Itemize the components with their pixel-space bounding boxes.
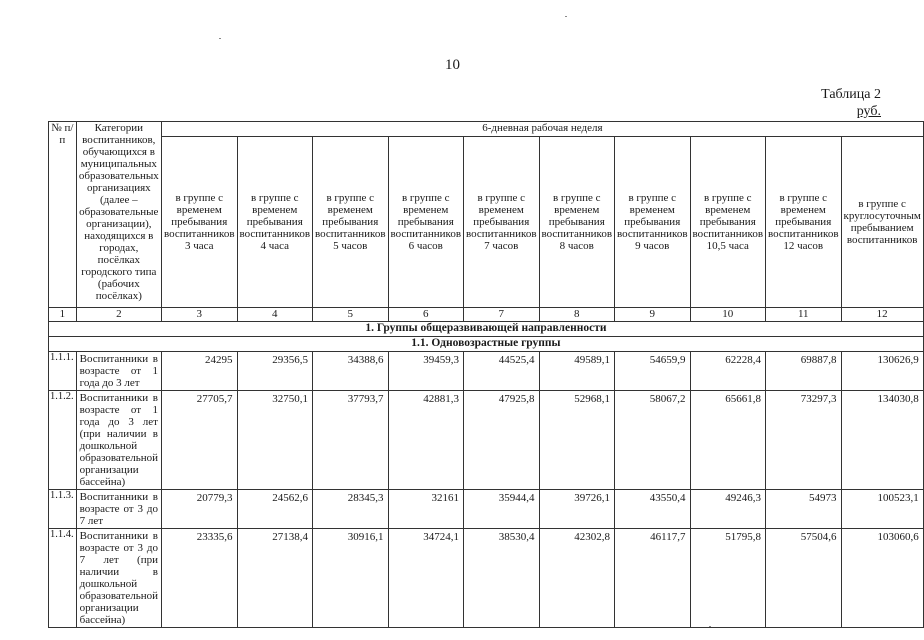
rate-value: 100523,1: [841, 490, 923, 529]
rate-value: 46117,7: [615, 529, 691, 628]
scan-speck: [565, 16, 567, 17]
rate-value: 28345,3: [313, 490, 389, 529]
category-header: Категории воспитанников, обучающихся в муниципальных образовательных организациях (далее – образовательные организации), находящихся в городах, посёлках городского типа (рабочих посёлках): [76, 122, 161, 308]
rate-value: 73297,3: [766, 391, 842, 490]
column-number: 3: [162, 308, 238, 322]
rate-value: 23335,6: [162, 529, 238, 628]
table-row: [49, 391, 924, 490]
row-number: 1.1.1.: [49, 352, 77, 391]
rate-value: 35944,4: [464, 490, 540, 529]
column-header: в группе с временем пребывания воспитанников 10,5 часа: [690, 137, 766, 308]
rate-value: 51795,8: [690, 529, 766, 628]
row-number: 1.1.2.: [49, 391, 77, 490]
rate-value: 37793,7: [313, 391, 389, 490]
rate-value: 27705,7: [162, 391, 238, 490]
rate-value: 52968,1: [539, 391, 615, 490]
column-number: 12: [841, 308, 923, 322]
column-number: 7: [464, 308, 540, 322]
rate-value: 130626,9: [841, 352, 923, 391]
column-number: 11: [766, 308, 842, 322]
subsection-heading: 1.1. Одновозрастные группы: [49, 337, 924, 352]
rate-value: 44525,4: [464, 352, 540, 391]
week-header: 6-дневная рабочая неделя: [162, 122, 924, 137]
rate-value: 134030,8: [841, 391, 923, 490]
column-number: 2: [76, 308, 161, 322]
scan-speck: [709, 626, 711, 627]
column-header: в группе с временем пребывания воспитанников 7 часов: [464, 137, 540, 308]
rate-value: 20779,3: [162, 490, 238, 529]
rate-value: 54659,9: [615, 352, 691, 391]
rate-value: 29356,5: [237, 352, 313, 391]
column-header: в группе с временем пребывания воспитанников 12 часов: [766, 137, 842, 308]
table-row: [49, 352, 924, 391]
row-number: 1.1.3.: [49, 490, 77, 529]
rate-value: 42302,8: [539, 529, 615, 628]
rate-value: 49246,3: [690, 490, 766, 529]
rate-value: 38530,4: [464, 529, 540, 628]
column-header: в группе с временем пребывания воспитанников 9 часов: [615, 137, 691, 308]
rate-value: 65661,8: [690, 391, 766, 490]
table-caption: [821, 86, 881, 120]
row-category: Воспитанники в возрасте от 3 до 7 лет: [76, 490, 161, 529]
column-number: 9: [615, 308, 691, 322]
rate-value: 30916,1: [313, 529, 389, 628]
column-number: 8: [539, 308, 615, 322]
column-number: 5: [313, 308, 389, 322]
row-category: Воспитанники в возрасте от 3 до 7 лет (при наличии в дошкольной образовательной организации бассейна): [76, 529, 161, 628]
row-category: Воспитанники в возрасте от 1 года до 3 лет (при наличии в дошкольной образовательной организации бассейна): [76, 391, 161, 490]
rates-table: [48, 121, 924, 628]
column-number: 10: [690, 308, 766, 322]
rate-value: 43550,4: [615, 490, 691, 529]
rate-value: 57504,6: [766, 529, 842, 628]
column-number: 1: [49, 308, 77, 322]
rate-value: 34724,1: [388, 529, 464, 628]
rate-value: 47925,8: [464, 391, 540, 490]
column-header: в группе с временем пребывания воспитанников 5 часов: [313, 137, 389, 308]
column-number-row: [49, 308, 924, 322]
row-number: 1.1.4.: [49, 529, 77, 628]
column-header: в группе с временем пребывания воспитанников 6 часов: [388, 137, 464, 308]
rate-value: 32161: [388, 490, 464, 529]
table-row: [49, 529, 924, 628]
column-header: в группе с временем пребывания воспитанников 4 часа: [237, 137, 313, 308]
scan-speck: [219, 38, 221, 39]
rate-value: 54973: [766, 490, 842, 529]
table-title: Таблица 2: [821, 87, 881, 102]
section-heading: 1. Группы общеразвивающей направленности: [49, 322, 924, 337]
rate-value: 24295: [162, 352, 238, 391]
page-number: 10: [445, 57, 460, 73]
column-header: в группе с временем пребывания воспитанников 3 часа: [162, 137, 238, 308]
column-number: 4: [237, 308, 313, 322]
rate-value: 34388,6: [313, 352, 389, 391]
rate-value: 42881,3: [388, 391, 464, 490]
rate-value: 39459,3: [388, 352, 464, 391]
rate-value: 39726,1: [539, 490, 615, 529]
rate-value: 62228,4: [690, 352, 766, 391]
rate-value: 24562,6: [237, 490, 313, 529]
table-row: [49, 490, 924, 529]
column-number: 6: [388, 308, 464, 322]
rate-value: 32750,1: [237, 391, 313, 490]
column-header: в группе с временем пребывания воспитанников 8 часов: [539, 137, 615, 308]
column-header: в группе с круглосуточным пребыванием воспитанников: [841, 137, 923, 308]
rate-value: 58067,2: [615, 391, 691, 490]
rate-value: 27138,4: [237, 529, 313, 628]
currency-unit: руб.: [856, 104, 881, 119]
number-header: № п/п: [49, 122, 77, 308]
rate-value: 69887,8: [766, 352, 842, 391]
rate-value: 49589,1: [539, 352, 615, 391]
rate-value: 103060,6: [841, 529, 923, 628]
row-category: Воспитанники в возрасте от 1 года до 3 лет: [76, 352, 161, 391]
